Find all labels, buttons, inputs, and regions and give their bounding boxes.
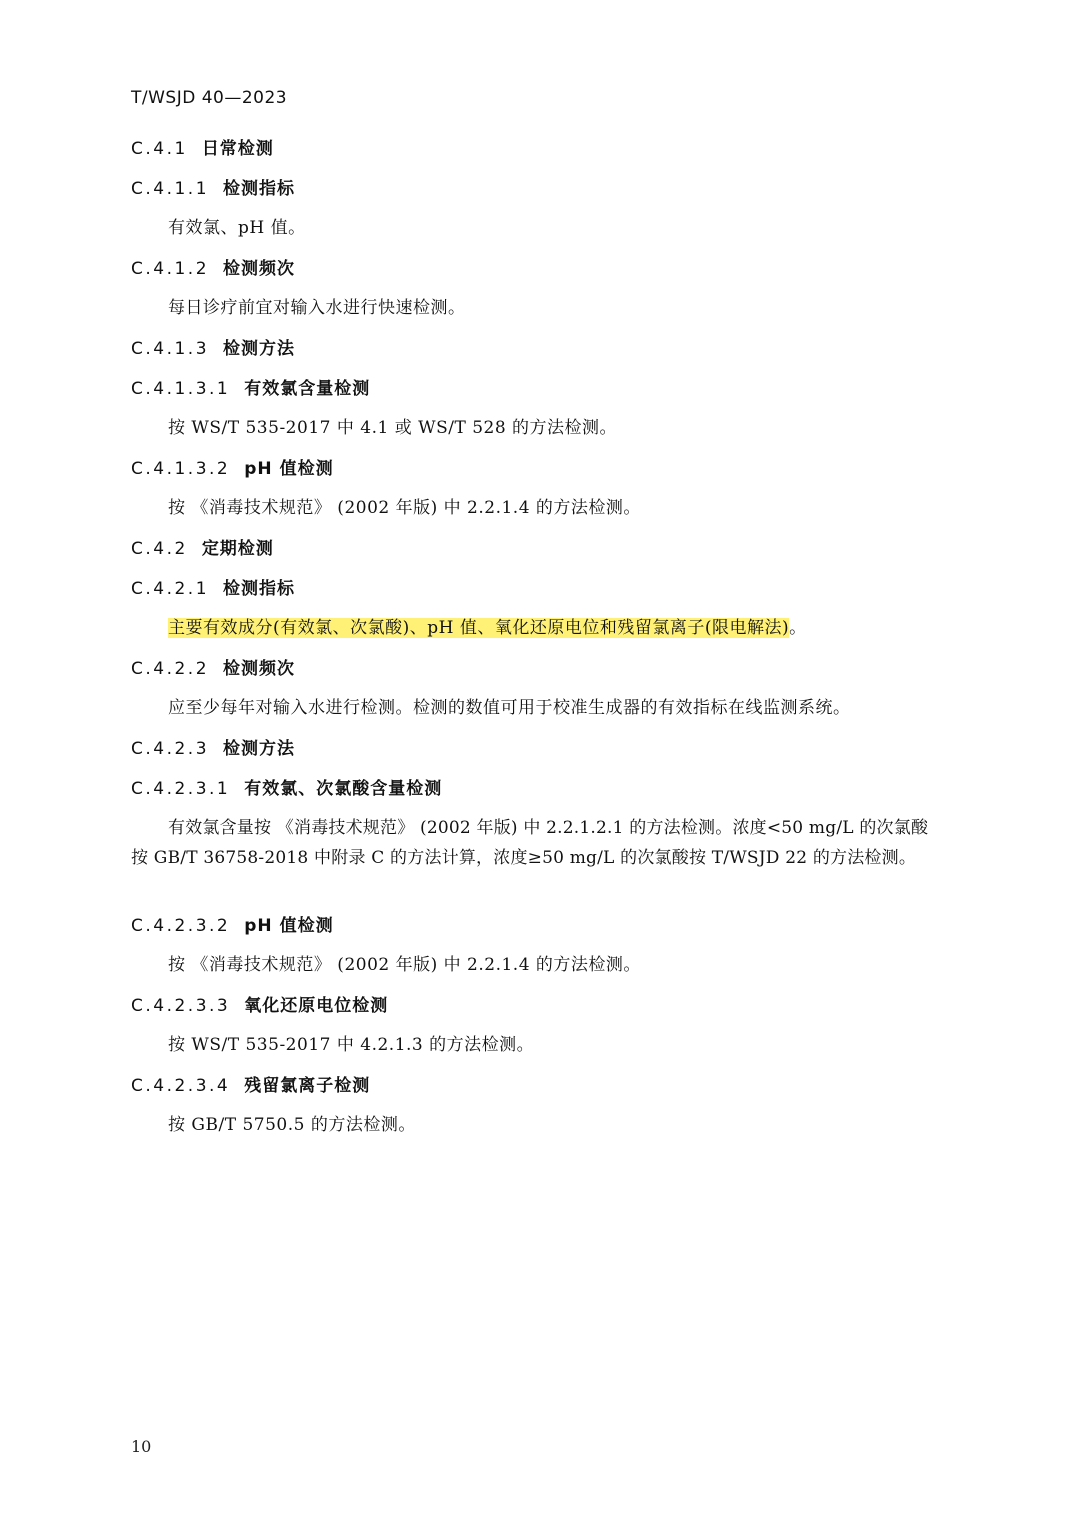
heading-number: C.4.1.3.1 — [131, 379, 231, 399]
heading-c421 — [131, 574, 295, 599]
paragraph-c4232: 按 《消毒技术规范》 (2002 年版) 中 2.2.1.4 的方法检测。 — [168, 955, 641, 975]
heading-c4234 — [131, 1071, 370, 1096]
heading-c4231 — [131, 774, 442, 799]
paragraph-end: 。 — [789, 618, 807, 638]
heading-title: 有效氯、次氯酸含量检测 — [244, 779, 443, 799]
heading-number: C.4.1 — [131, 139, 188, 159]
heading-number: C.4.2.3.1 — [131, 779, 231, 799]
heading-title: 检测指标 — [223, 179, 296, 199]
heading-title: 有效氯含量检测 — [244, 379, 371, 399]
heading-number: C.4.2.3 — [131, 739, 210, 759]
highlighted-text: 主要有效成分(有效氯、次氯酸)、pH 值、氧化还原电位和残留氯离子(限电解法) — [168, 618, 790, 638]
heading-c4232 — [131, 911, 334, 936]
heading-c411 — [131, 174, 295, 199]
heading-title: 定期检测 — [201, 539, 274, 559]
heading-c41 — [131, 134, 274, 159]
paragraph-c4131: 按 WS/T 535-2017 中 4.1 或 WS/T 528 的方法检测。 — [168, 418, 618, 438]
heading-title: 日常检测 — [201, 139, 274, 159]
paragraph-c4132: 按 《消毒技术规范》 (2002 年版) 中 2.2.1.4 的方法检测。 — [168, 498, 641, 518]
heading-number: C.4.1.1 — [131, 179, 210, 199]
heading-c4233 — [131, 991, 388, 1016]
paragraph-c422: 应至少每年对输入水进行检测。检测的数值可用于校准生成器的有效指标在线监测系统。 — [168, 698, 851, 718]
heading-title: 检测指标 — [223, 579, 296, 599]
heading-title: pH 值检测 — [244, 459, 334, 479]
heading-title: 残留氯离子检测 — [244, 1076, 371, 1096]
heading-c423 — [131, 734, 295, 759]
paragraph-c411: 有效氯、pH 值。 — [168, 218, 306, 238]
paragraph-c4231-line2: 按 GB/T 36758-2018 中附录 C 的方法计算，浓度≥50 mg/L 的次氯酸按 T/WSJD 22 的方法检测。 — [131, 848, 917, 868]
paragraph-c4231-line1: 有效氯含量按 《消毒技术规范》 (2002 年版) 中 2.2.1.2.1 的方法检测。浓度<50 mg/L 的次氯酸 — [168, 818, 929, 838]
heading-c42 — [131, 534, 274, 559]
heading-number: C.4.2 — [131, 539, 188, 559]
heading-title: 氧化还原电位检测 — [244, 996, 389, 1016]
heading-c4132 — [131, 454, 334, 479]
heading-title: 检测频次 — [223, 259, 296, 279]
heading-number: C.4.2.1 — [131, 579, 210, 599]
heading-c4131 — [131, 374, 370, 399]
paragraph-c421 — [168, 613, 807, 638]
document-header: T/WSJD 40—2023 — [131, 88, 288, 108]
heading-number: C.4.1.3.2 — [131, 459, 231, 479]
heading-number: C.4.2.3.3 — [131, 996, 231, 1016]
page-number: 10 — [131, 1437, 152, 1456]
heading-title: 检测方法 — [223, 739, 296, 759]
heading-number: C.4.1.3 — [131, 339, 210, 359]
paragraph-c4233: 按 WS/T 535-2017 中 4.2.1.3 的方法检测。 — [168, 1035, 535, 1055]
heading-number: C.4.2.3.2 — [131, 916, 231, 936]
heading-title: pH 值检测 — [244, 916, 334, 936]
paragraph-c412: 每日诊疗前宜对输入水进行快速检测。 — [168, 298, 466, 318]
heading-number: C.4.2.3.4 — [131, 1076, 231, 1096]
heading-number: C.4.1.2 — [131, 259, 210, 279]
heading-number: C.4.2.2 — [131, 659, 210, 679]
heading-title: 检测方法 — [223, 339, 296, 359]
heading-c422 — [131, 654, 295, 679]
heading-title: 检测频次 — [223, 659, 296, 679]
heading-c412 — [131, 254, 295, 279]
heading-c413 — [131, 334, 295, 359]
paragraph-c4234: 按 GB/T 5750.5 的方法检测。 — [168, 1115, 416, 1135]
